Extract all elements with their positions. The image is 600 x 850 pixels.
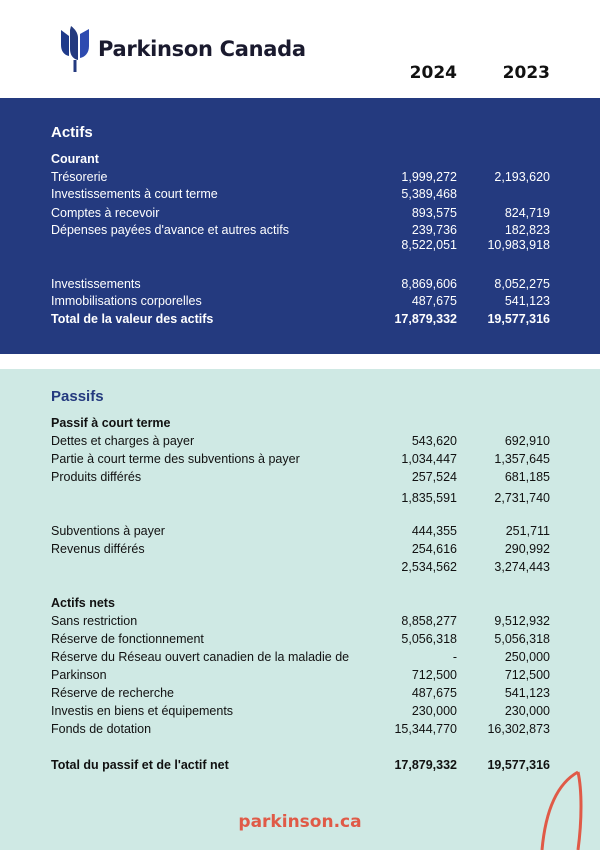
value-2024: 8,522,051	[401, 238, 457, 252]
value-2024: 5,389,468	[401, 187, 457, 201]
table-row	[0, 450, 600, 468]
row-label: Partie à court terme des subventions à payer	[51, 452, 300, 466]
row-label: Trésorerie	[51, 170, 108, 184]
row-label: Réserve de recherche	[51, 686, 174, 700]
row-label: Parkinson	[51, 668, 107, 682]
row-label: Dépenses payées d'avance et autres actifs	[51, 223, 289, 237]
net-assets-heading-row	[0, 594, 600, 612]
assets-section	[0, 98, 600, 354]
value-2023: 16,302,873	[487, 722, 550, 736]
liabilities-title: Passifs	[51, 388, 104, 405]
short-term-heading-row	[0, 414, 600, 432]
value-2023: 8,052,275	[494, 277, 550, 291]
row-label: Dettes et charges à payer	[51, 434, 195, 448]
row-label: Comptes à recevoir	[51, 206, 160, 220]
table-row	[0, 185, 600, 203]
value-2023: 10,983,918	[487, 238, 550, 252]
table-row	[0, 522, 600, 540]
row-label: Investis en biens et équipements	[51, 704, 234, 718]
subtotal-row	[0, 558, 600, 576]
total-row	[0, 310, 600, 328]
subtotal-row	[0, 236, 600, 254]
table-row	[0, 204, 600, 222]
row-label: Total de la valeur des actifs	[51, 312, 214, 326]
row-label: Actifs nets	[51, 596, 115, 610]
table-row	[0, 720, 600, 738]
tulip-logo-icon	[58, 26, 92, 72]
value-2023: 2,193,620	[494, 170, 550, 184]
row-label: Réserve de fonctionnement	[51, 632, 204, 646]
row-label: Passif à court terme	[51, 416, 171, 430]
row-label: Revenus différés	[51, 542, 145, 556]
assets-title: Actifs	[51, 124, 93, 141]
value-2024: 8,858,277	[401, 614, 457, 628]
value-2024: 5,056,318	[401, 632, 457, 646]
value-2023: 290,992	[504, 542, 550, 556]
row-label: Réserve du Réseau ouvert canadien de la maladie de	[51, 650, 350, 664]
table-row	[0, 666, 600, 684]
row-label: Produits différés	[51, 470, 142, 484]
value-2024: 487,675	[411, 686, 457, 700]
table-row	[0, 432, 600, 450]
value-2024: 2,534,562	[401, 560, 457, 574]
value-2024: 17,879,332	[394, 312, 457, 326]
table-row	[0, 275, 600, 293]
row-label: Investissements à court terme	[51, 187, 218, 201]
value-2023: 3,274,443	[494, 560, 550, 574]
value-2024: 543,620	[411, 434, 457, 448]
value-2023: 9,512,932	[494, 614, 550, 628]
value-2023: 712,500	[504, 668, 550, 682]
value-2023: 2,731,740	[494, 491, 550, 505]
table-row	[0, 648, 600, 666]
table-row	[0, 468, 600, 486]
value-2024: 257,524	[411, 470, 457, 484]
value-2023: 251,711	[505, 524, 550, 538]
liabilities-section	[0, 369, 600, 850]
decorative-arc-icon	[520, 770, 600, 850]
table-row	[0, 292, 600, 310]
value-2023: 230,000	[504, 704, 550, 718]
value-2023: 5,056,318	[494, 632, 550, 646]
value-2024: 254,616	[411, 542, 457, 556]
value-2024: -	[452, 650, 457, 664]
grand-total-row	[0, 756, 600, 774]
value-2024: 230,000	[411, 704, 457, 718]
value-2024: 893,575	[411, 206, 457, 220]
row-label: Subventions à payer	[51, 524, 165, 538]
table-row	[0, 612, 600, 630]
table-row	[0, 702, 600, 720]
value-2024: 15,344,770	[394, 722, 457, 736]
value-2024: 239,736	[411, 223, 457, 237]
table-row	[0, 168, 600, 186]
value-2023: 824,719	[504, 206, 550, 220]
value-2024: 8,869,606	[401, 277, 457, 291]
value-2023: 1,357,645	[494, 452, 550, 466]
row-label: Investissements	[51, 277, 141, 291]
table-row	[0, 630, 600, 648]
value-2023: 19,577,316	[487, 312, 550, 326]
table-row	[0, 684, 600, 702]
value-2023: 250,000	[504, 650, 550, 664]
current-heading-row	[0, 150, 600, 168]
row-label: Fonds de dotation	[51, 722, 152, 736]
row-label: Sans restriction	[51, 614, 138, 628]
row-label: Courant	[51, 152, 99, 166]
value-2023: 541,123	[504, 294, 550, 308]
value-2024: 444,355	[411, 524, 457, 538]
value-2023: 681,185	[504, 470, 550, 484]
row-label: Total du passif et de l'actif net	[51, 758, 229, 772]
value-2024: 17,879,332	[394, 758, 457, 772]
year-previous-header: 2023	[502, 63, 550, 83]
value-2023: 692,910	[504, 434, 550, 448]
header	[0, 0, 600, 98]
logo	[58, 26, 306, 72]
brand-name: Parkinson Canada	[98, 37, 306, 61]
value-2024: 712,500	[411, 668, 457, 682]
subtotal-row	[0, 489, 600, 507]
website-link[interactable]: parkinson.ca	[238, 812, 362, 832]
table-row	[0, 540, 600, 558]
value-2024: 1,835,591	[401, 491, 457, 505]
value-2024: 487,675	[411, 294, 457, 308]
value-2024: 1,034,447	[401, 452, 457, 466]
year-current-header: 2024	[409, 63, 457, 83]
value-2023: 182,823	[504, 223, 550, 237]
row-label: Immobilisations corporelles	[51, 294, 202, 308]
value-2023: 19,577,316	[487, 758, 550, 772]
value-2024: 1,999,272	[401, 170, 457, 184]
value-2023: 541,123	[504, 686, 550, 700]
